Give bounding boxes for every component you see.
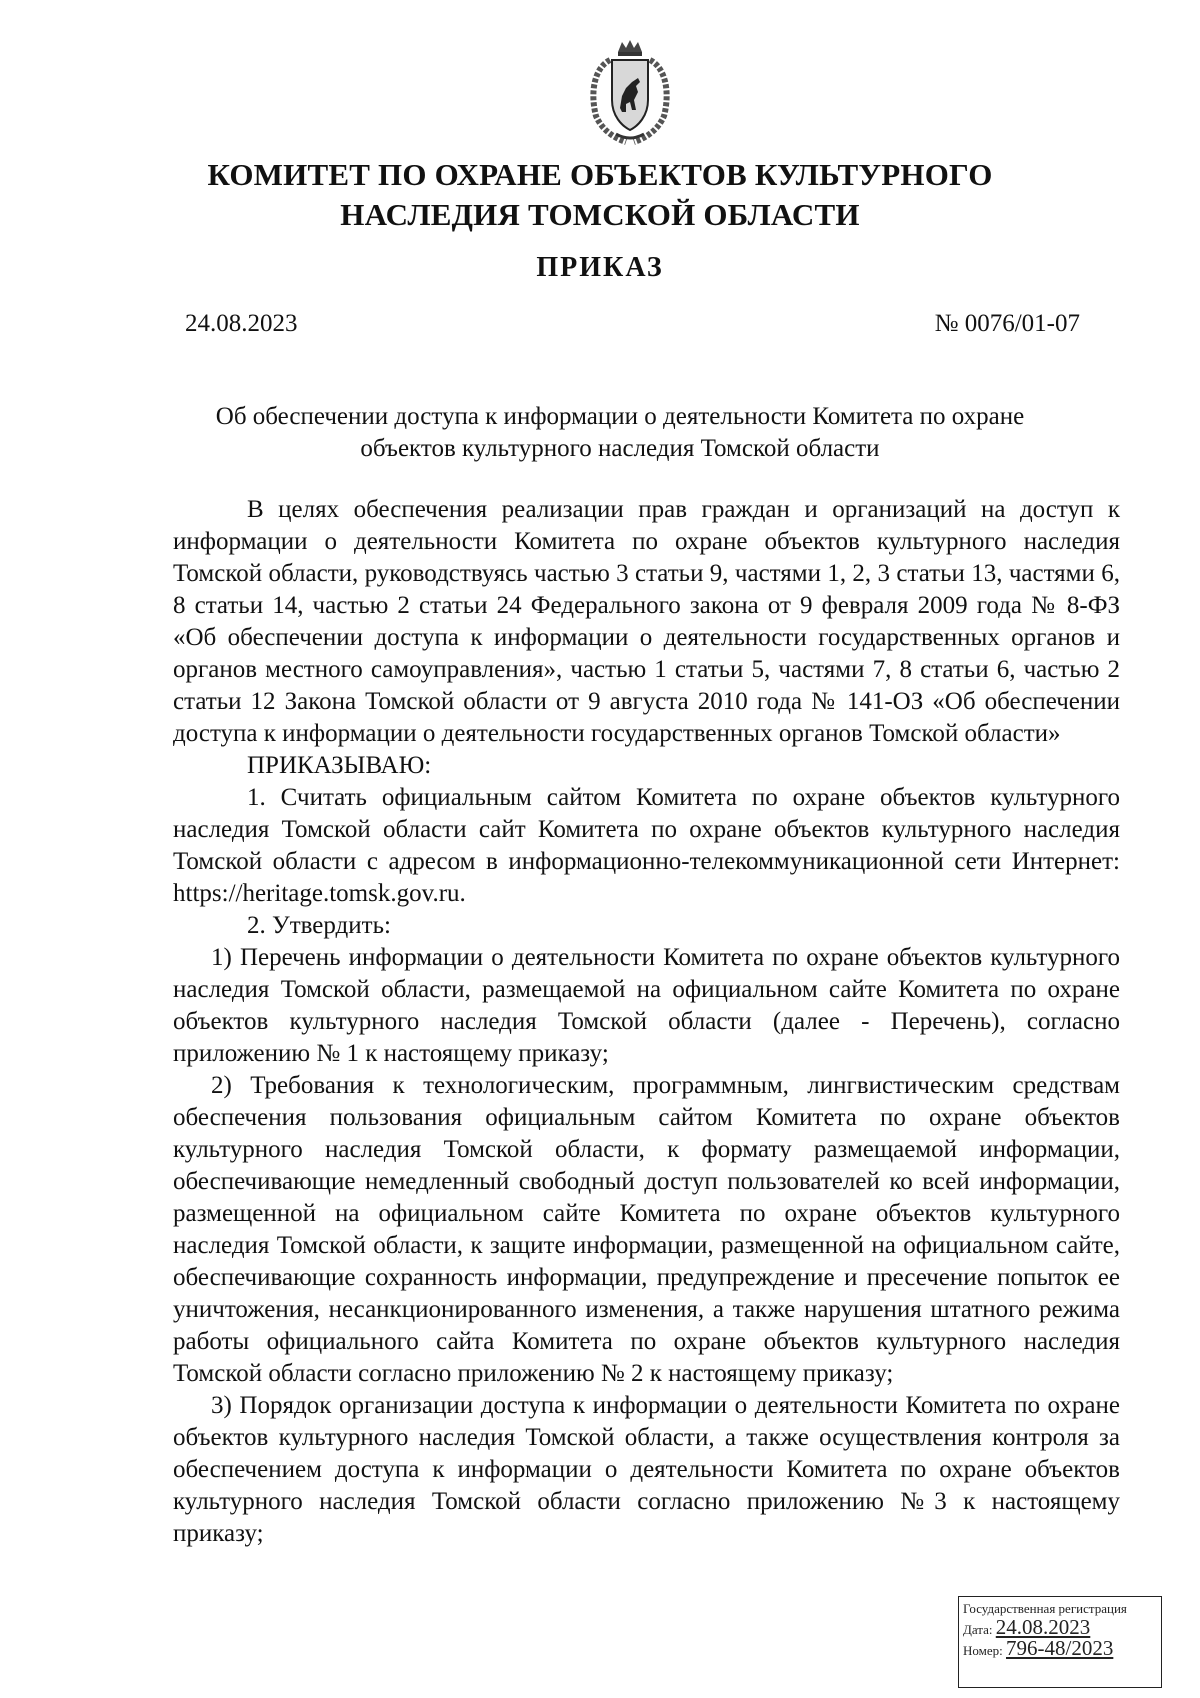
registration-number-label: Номер:: [963, 1643, 1003, 1658]
registration-date-value: 24.08.2023: [995, 1615, 1091, 1639]
subitem-1-paragraph: 1) Перечень информации о деятельности Комитета по охране объектов культурного наследия Томской области, размещаемой на официальном сайте Комитета по охране объектов культурного наследия Томской области (далее - Перечень), согласно приложению № 1 к настоящему приказу;: [173, 944, 1120, 1067]
registration-date-label: Дата:: [963, 1622, 993, 1637]
item-2-paragraph: 2. Утвердить:: [247, 912, 391, 939]
registration-number-value: 796-48/2023: [1006, 1636, 1114, 1660]
organization-title-line2: НАСЛЕДИЯ ТОМСКОЙ ОБЛАСТИ: [340, 197, 860, 232]
tomsk-region-coat-of-arms-icon: [580, 38, 680, 148]
organization-title: [120, 155, 1080, 235]
subitem-3-paragraph: 3) Порядок организации доступа к информации о деятельности Комитета по охране объектов культурного наследия Томской области, а также осуществления контроля за обеспечением доступа к информации о деятельности Комитета по охране объектов культурного наследия Томской области согласно приложению №3 к настоящему приказу;: [173, 1392, 1120, 1547]
order-body: [173, 494, 1120, 1550]
registration-stamp: [958, 1596, 1162, 1688]
preamble-paragraph: В целях обеспечения реализации прав граждан и организаций на доступ к информации о деятельности Комитета по охране объектов культурного наследия Томской области, руководствуясь частью 3 статьи 9, частями 1, 2, 3 статьи 13, частями 6, 8 статьи 14, частью 2 статьи 24 Федерального закона от 9 февраля 2009 года № 8-ФЗ «Об обеспечении доступа к информации о деятельности государственных органов и органов местного самоуправления», частью 1 статьи 5, частями 7, 8 статьи 6, частью 2 статьи 12 Закона Томской области от 9 августа 2010 года № 141-ОЗ «Об обеспечении доступа к информации о деятельности государственных органов Томской области»: [173, 496, 1120, 747]
order-word: ПРИКАЗЫВАЮ:: [247, 752, 432, 779]
registration-stamp-title: Государственная регистрация: [963, 1601, 1127, 1616]
order-subject: [170, 401, 1070, 465]
order-number: № 0076/01-07: [934, 310, 1080, 337]
document-type: ПРИКАЗ: [536, 252, 664, 283]
order-subject-line2: объектов культурного наследия Томской области: [360, 435, 880, 462]
order-date: 24.08.2023: [185, 310, 298, 337]
item-1-paragraph: 1. Считать официальным сайтом Комитета по охране объектов культурного наследия Томской области сайт Комитета по охране объектов культурного наследия Томской области с адресом в информационно-телекоммуникационной сети Интернет: https://heritage.tomsk.gov.ru.: [173, 784, 1120, 907]
order-subject-line1: Об обеспечении доступа к информации о деятельности Комитета по охране: [215, 403, 1025, 430]
subitem-2-paragraph: 2) Требования к технологическим, программным, лингвистическим средствам обеспечения пользования официальным сайтом Комитета по охране объектов культурного наследия Томской области, к формату размещаемой информации, обеспечивающие немедленный свободный доступ пользователей ко всей информации, размещенной на официальном сайте Комитета по охране объектов культурного наследия Томской области, к защите информации, размещенной на официальном сайте, обеспечивающие сохранность информации, предупреждение и пресечение попыток ее уничтожения, несанкционированного изменения, а также нарушения штатного режима работы официального сайта Комитета по охране объектов культурного наследия Томской области согласно приложению № 2 к настоящему приказу;: [173, 1072, 1120, 1387]
registration-number-row: [963, 1636, 1157, 1660]
organization-title-line1: КОМИТЕТ ПО ОХРАНЕ ОБЪЕКТОВ КУЛЬТУРНОГО: [207, 157, 993, 192]
